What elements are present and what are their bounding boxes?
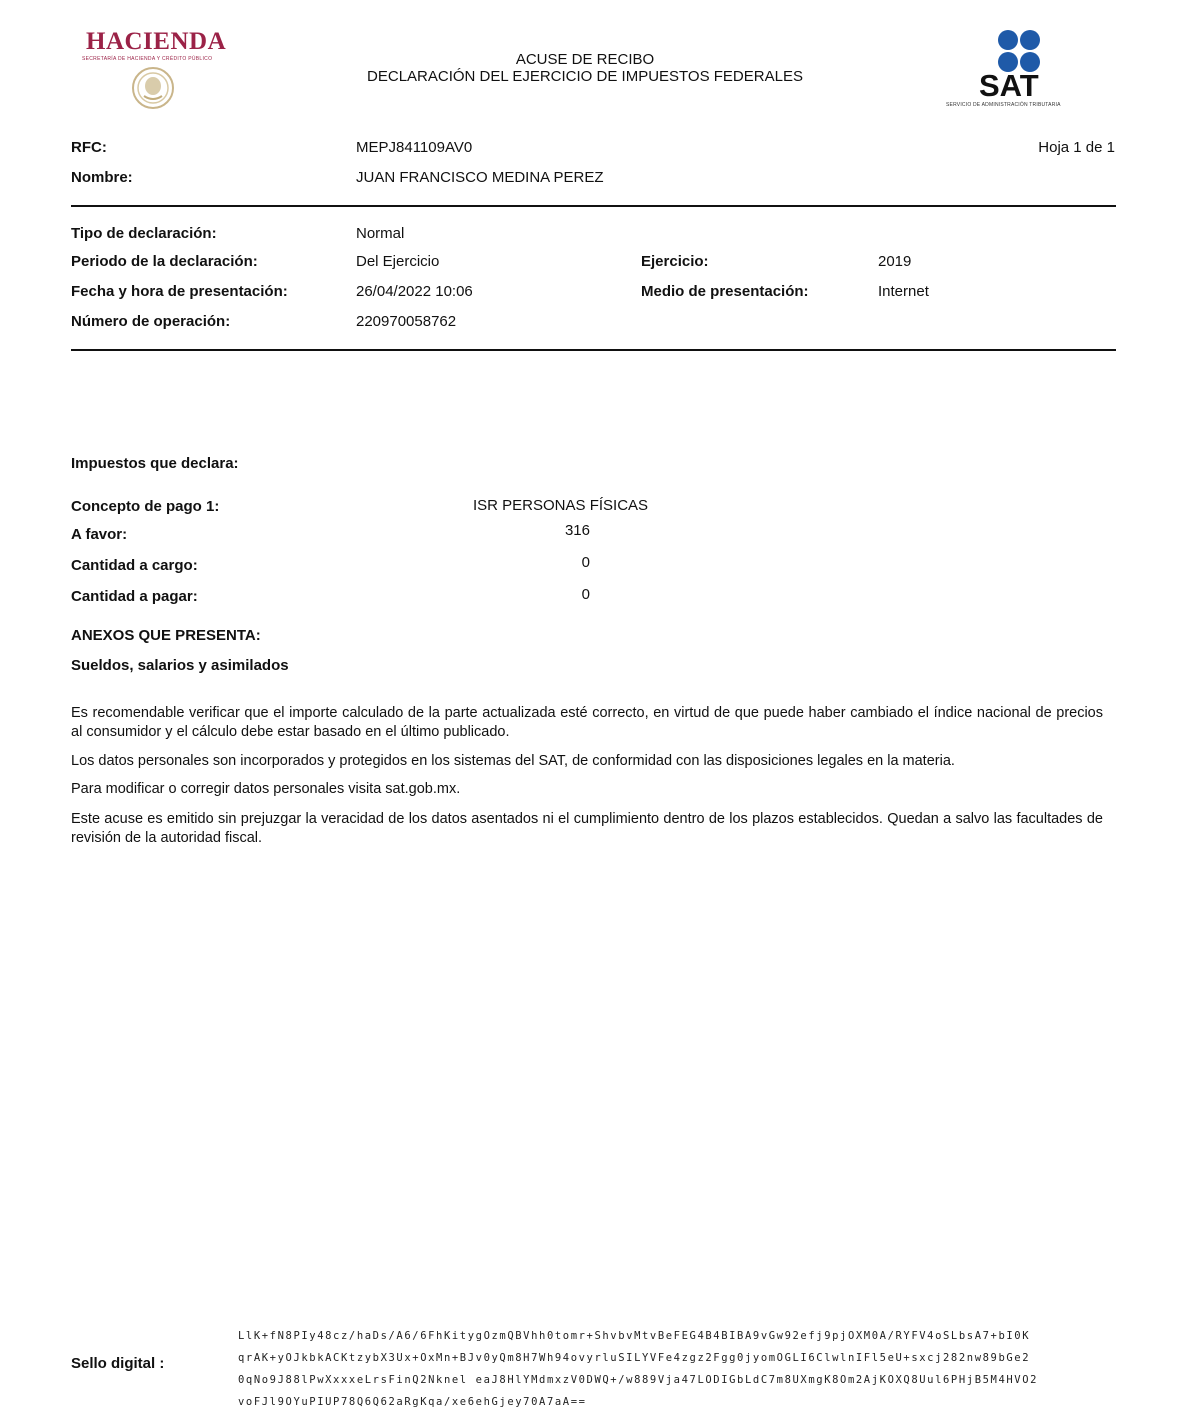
note-disclaimer: Este acuse es emitido sin prejuzgar la veracidad de los datos asentados ni el cumplimiento dentro de los plazos establecidos. Quedan a salvo las facultades de revisión de la autoridad fiscal. bbox=[71, 811, 1103, 846]
digital-seal-line: 0qNo9J88lPwXxxxeLrsFinQ2Nknel eaJ8HlYMdmxzV0DWQ+/w889Vja47LODIGbLdC7m8UXmgK8Om2AjKOXQ8Uul6PHjB5M4HVO2 bbox=[238, 1374, 1039, 1386]
favor-value: 316 bbox=[564, 522, 590, 539]
sat-logo-subtitle: SERVICIO DE ADMINISTRACIÓN TRIBUTARIA bbox=[946, 102, 1061, 108]
digital-seal-line: LlK+fN8PIy48cz/haDs/A6/6FhKitygOzmQBVhh0tomr+ShvbvMtvBeFEG4B4BIBA9vGw92efj9pjOXM0A/RYFV4oSLbsA7+bI0K bbox=[238, 1330, 1031, 1342]
taxes-heading: Impuestos que declara: bbox=[71, 455, 239, 472]
payment-concept-value: ISR PERSONAS FÍSICAS bbox=[473, 497, 649, 514]
fiscal-year-label: Ejercicio: bbox=[641, 253, 709, 270]
rfc-value: MEPJ841109AV0 bbox=[356, 139, 473, 156]
submission-medium-label: Medio de presentación: bbox=[641, 283, 809, 300]
period-label: Periodo de la declaración: bbox=[71, 253, 258, 270]
page-indicator: Hoja 1 de 1 bbox=[1038, 139, 1115, 156]
note-privacy: Los datos personales son incorporados y protegidos en los sistemas del SAT, de conformidad con las disposiciones legales en la materia. bbox=[71, 753, 955, 769]
operation-number-label: Número de operación: bbox=[71, 313, 231, 330]
operation-number-value: 220970058762 bbox=[356, 313, 457, 330]
period-value: Del Ejercicio bbox=[356, 253, 440, 270]
charge-amount-label: Cantidad a cargo: bbox=[71, 557, 198, 574]
title-line-1: ACUSE DE RECIBO bbox=[515, 51, 655, 68]
submission-datetime-value: 26/04/2022 10:06 bbox=[356, 283, 473, 300]
sat-logo bbox=[944, 28, 1104, 112]
divider-top bbox=[71, 205, 1116, 207]
annexes-heading: ANEXOS QUE PRESENTA: bbox=[71, 627, 261, 644]
digital-seal-line: qrAK+yOJkbkACKtzybX3Ux+OxMn+BJv0yQm8H7Wh94ovyrluSILYVFe4zgz2Fgg0jyomOGLI6ClwlnIFl5eU+sxcj282nw89bGe2 bbox=[238, 1352, 1031, 1364]
document-title bbox=[300, 51, 870, 85]
pay-amount-label: Cantidad a pagar: bbox=[71, 588, 198, 605]
note-recalculation: Es recomendable verificar que el importe calculado de la parte actualizada esté correcto, en virtud de que puede haber cambiado el índice nacional de precios al consumidor y el cálculo debe estar basado en el último publicado. bbox=[71, 705, 1103, 740]
pay-amount-value: 0 bbox=[581, 586, 590, 603]
digital-seal-text bbox=[238, 1325, 1038, 1413]
coat-of-arms-icon bbox=[130, 66, 176, 110]
hacienda-logo bbox=[78, 28, 228, 112]
payment-concept-label: Concepto de pago 1: bbox=[71, 498, 220, 515]
note-modify-data: Para modificar o corregir datos personales visita sat.gob.mx. bbox=[71, 781, 461, 797]
annex-item: Sueldos, salarios y asimilados bbox=[71, 657, 289, 674]
charge-amount-value: 0 bbox=[581, 554, 590, 571]
submission-medium-value: Internet bbox=[878, 283, 929, 300]
fiscal-year-value: 2019 bbox=[878, 253, 912, 270]
rfc-label: RFC: bbox=[71, 139, 107, 156]
submission-datetime-label: Fecha y hora de presentación: bbox=[71, 283, 288, 300]
divider-bottom bbox=[71, 349, 1116, 351]
hacienda-logo-subtitle: SECRETARÍA DE HACIENDA Y CRÉDITO PÚBLICO bbox=[82, 56, 213, 62]
name-label: Nombre: bbox=[71, 169, 133, 186]
name-value: JUAN FRANCISCO MEDINA PEREZ bbox=[356, 169, 604, 186]
digital-seal-line: voFJl9OYuPIUP78Q6Q62aRgKqa/xe6ehGjey70A7aA== bbox=[238, 1396, 587, 1408]
favor-label: A favor: bbox=[71, 526, 128, 543]
declaration-type-value: Normal bbox=[356, 225, 405, 242]
title-line-2: DECLARACIÓN DEL EJERCICIO DE IMPUESTOS FEDERALES bbox=[367, 68, 803, 85]
digital-seal-label: Sello digital : bbox=[71, 1355, 165, 1372]
hacienda-logo-text: HACIENDA bbox=[86, 28, 227, 55]
sat-logo-text: SAT bbox=[979, 68, 1039, 103]
declaration-type-label: Tipo de declaración: bbox=[71, 225, 217, 242]
